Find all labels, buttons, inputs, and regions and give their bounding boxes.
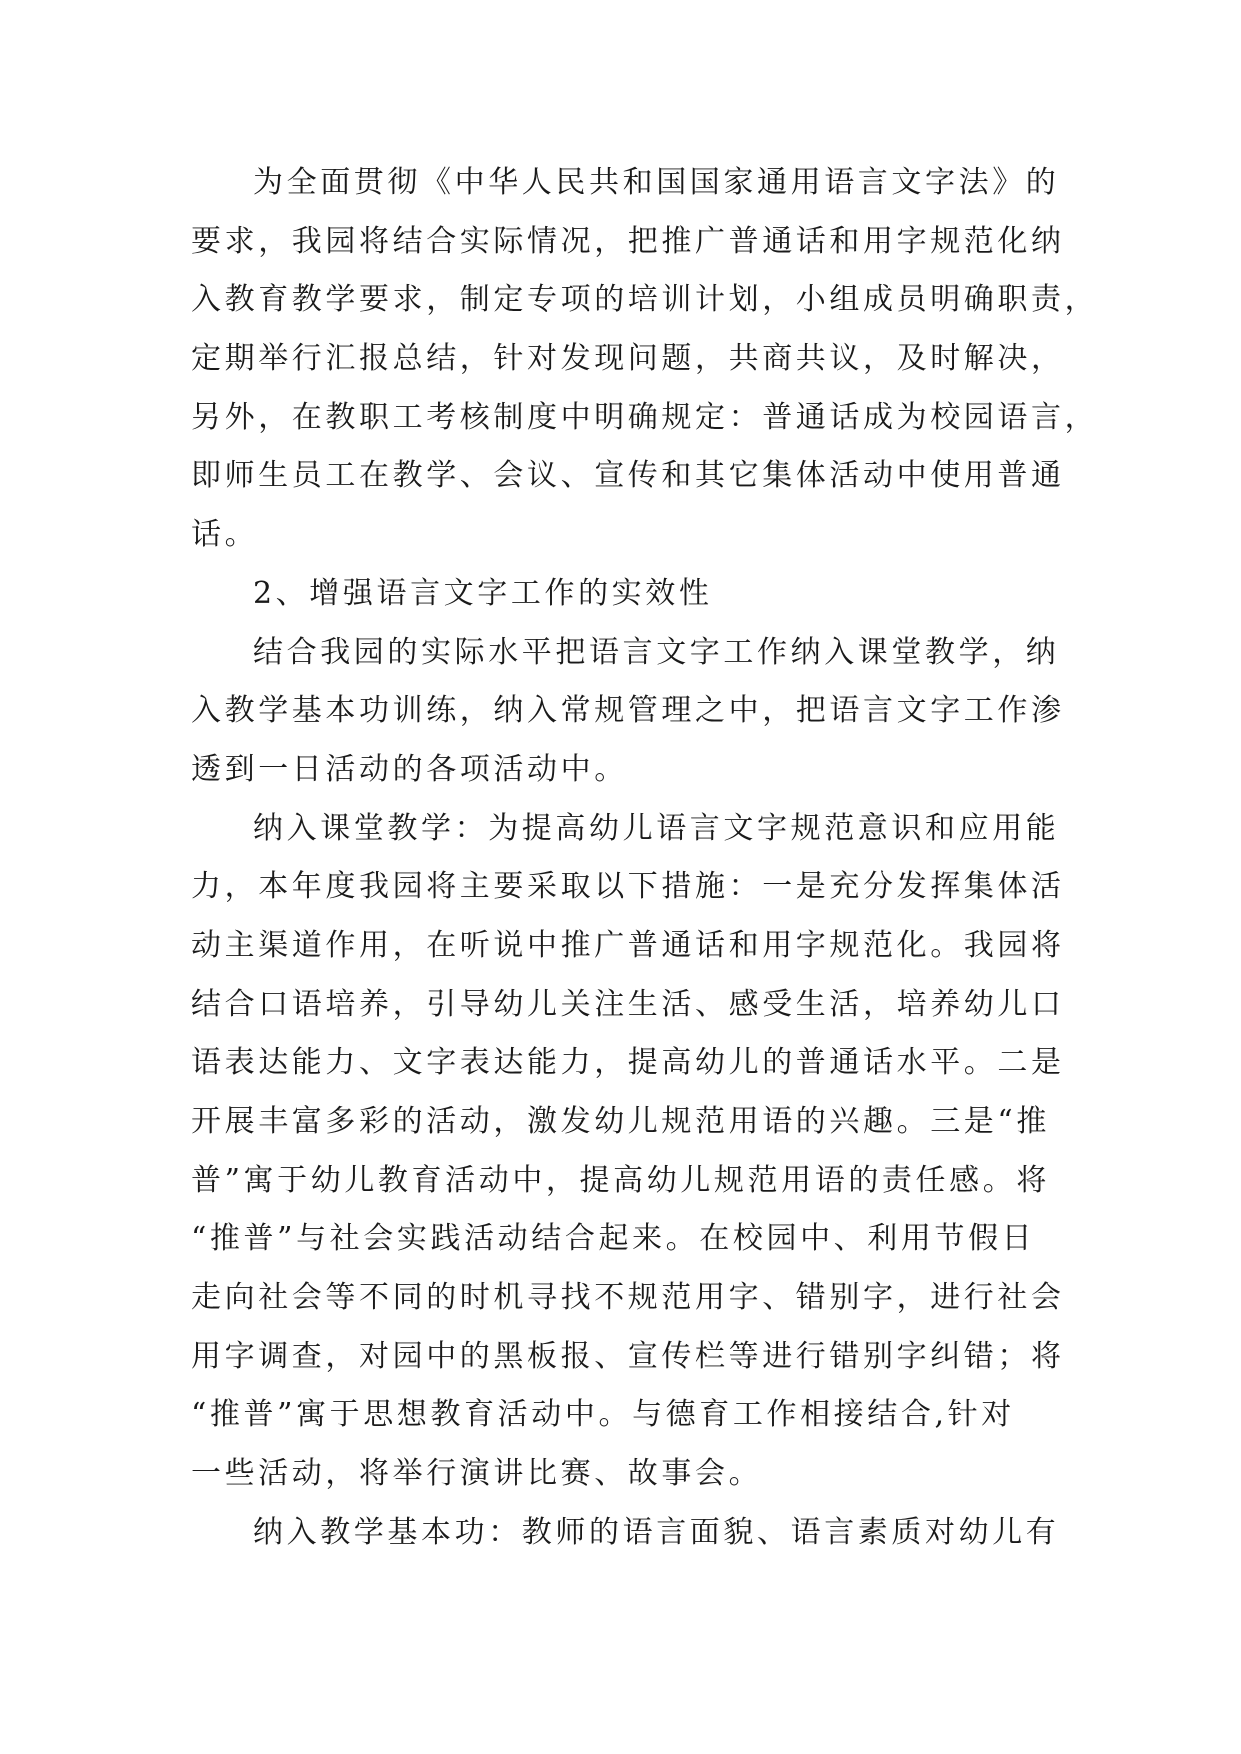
text-line: 即师生员工在教学、会议、宣传和其它集体活动中使用普通 — [191, 458, 1065, 494]
text-line: “推普”寓于思想教育活动中。与德育工作相接结合,针对 — [191, 1397, 1015, 1433]
text-line: “推普”与社会实践活动结合起来。在校园中、利用节假日 — [191, 1221, 1036, 1257]
text-line: 定期举行汇报总结，针对发现问题，共商共议，及时解决， — [191, 341, 1065, 377]
text-line: 普”寓于幼儿教育活动中，提高幼儿规范用语的责任感。将 — [191, 1162, 1050, 1198]
text-line: 用字调查，对园中的黑板报、宣传栏等进行错别字纠错；将 — [191, 1338, 1065, 1374]
body-text — [191, 154, 1099, 1563]
section-heading — [191, 565, 1051, 624]
paragraph-classroom — [191, 800, 1065, 1504]
text-line: 入教学基本功训练，纳入常规管理之中，把语言文字工作渗 — [191, 693, 1065, 729]
text-line: 纳入课堂教学：为提高幼儿语言文字规范意识和应用能 — [253, 810, 1060, 846]
text-line: 入教育教学要求，制定专项的培训计划，小组成员明确职责， — [191, 282, 1099, 318]
text-line: 一些活动，将举行演讲比赛、故事会。 — [191, 1456, 763, 1492]
text-line: 要求，我园将结合实际情况，把推广普通话和用字规范化纳 — [191, 223, 1065, 259]
text-line: 结合口语培养，引导幼儿关注生活、感受生活，培养幼儿口 — [191, 986, 1065, 1022]
text-line: 力，本年度我园将主要采取以下措施：一是充分发挥集体活 — [191, 869, 1065, 905]
text-line: 另外，在教职工考核制度中明确规定：普通话成为校园语言， — [191, 399, 1099, 435]
paragraph-intro — [191, 154, 1099, 565]
text-line: 语表达能力、文字表达能力，提高幼儿的普通话水平。二是 — [191, 1045, 1065, 1081]
text-line: 走向社会等不同的时机寻找不规范用字、错别字，进行社会 — [191, 1280, 1065, 1316]
text-line: 开展丰富多彩的活动，激发幼儿规范用语的兴趣。三是“推 — [191, 1104, 1050, 1139]
heading-line: 2、增强语言文字工作的实效性 — [253, 575, 713, 611]
paragraph-integration — [191, 624, 1065, 800]
paragraph-basic-skills — [191, 1504, 1060, 1563]
text-line: 为全面贯彻《中华人民共和国国家通用语言文字法》的 — [253, 165, 1060, 200]
text-line: 透到一日活动的各项活动中。 — [191, 751, 628, 787]
text-line: 动主渠道作用，在听说中推广普通话和用字规范化。我园将 — [191, 927, 1065, 963]
text-line: 结合我园的实际水平把语言文字工作纳入课堂教学，纳 — [253, 634, 1060, 670]
text-line: 话。 — [191, 517, 259, 553]
text-line: 纳入教学基本功：教师的语言面貌、语言素质对幼儿有 — [253, 1514, 1060, 1550]
